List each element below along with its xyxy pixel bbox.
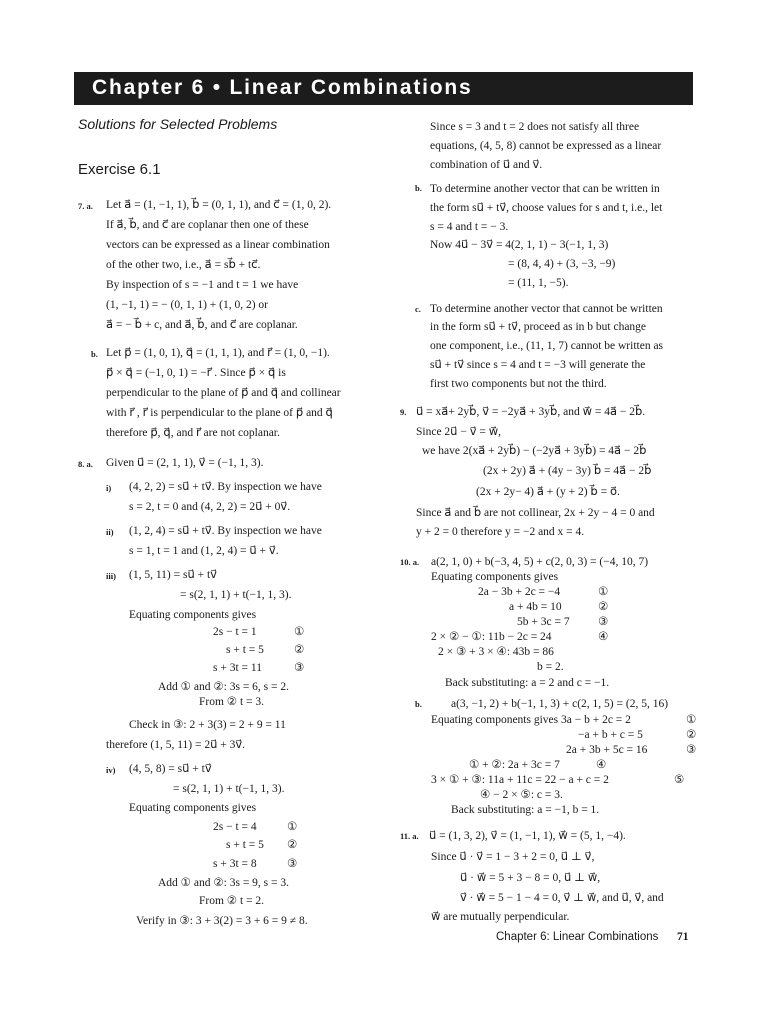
text-line: Add ① and ②: 3s = 6, s = 2.: [158, 681, 290, 693]
problem-label: 8. a.: [78, 459, 93, 469]
exercise-heading: Exercise 6.1: [78, 161, 161, 178]
text-line: ① + ②: 2a + 3c = 7: [469, 759, 560, 771]
text-line: a(3, −1, 2) + b(−1, 1, 3) + c(2, 1, 5) = (2, 5, 16): [451, 698, 669, 710]
text-line: w⃗ are mutually perpendicular.: [431, 911, 570, 923]
text-line: = (8, 4, 4) + (3, −3, −9): [508, 258, 616, 270]
text-line: one component, i.e., (11, 1, 7) cannot be written as: [430, 340, 664, 352]
problem-label: 11. a.: [400, 831, 419, 841]
text-line: su⃗ + tv⃗ since s = 4 and t = −3 will generate the: [430, 359, 646, 371]
text-line: therefore p⃗, q⃗, and r⃗ are not coplanar.: [106, 427, 280, 439]
equation-number: ①: [287, 821, 298, 833]
chapter-banner: [74, 72, 693, 105]
text-line: combination of u⃗ and v⃗.: [430, 159, 543, 171]
text-line: Since s = 3 and t = 2 does not satisfy all three: [430, 121, 640, 133]
text-line: = s(2, 1, 1) + t(−1, 1, 3).: [173, 783, 285, 795]
equation-number: ③: [287, 858, 298, 870]
text-line: (2x + 2y) a⃗ + (4y − 3y) b⃗ = 4a⃗ − 2b⃗: [483, 465, 652, 477]
problem-label: 10. a.: [400, 557, 420, 567]
equation-number: ②: [294, 644, 305, 656]
text-line: a⃗ = − b⃗ + c, and a⃗, b⃗, and c⃗ are coplanar.: [106, 319, 298, 331]
text-line: (1, 5, 11) = su⃗ + tv⃗: [129, 569, 217, 581]
text-line: vectors can be expressed as a linear combination: [106, 239, 330, 251]
text-line: Equating components gives: [431, 571, 559, 583]
text-line: 3 × ① + ③: 11a + 11c = 22 − a + c = 2: [431, 774, 609, 786]
text-line: perpendicular to the plane of p⃗ and q⃗ and collinear: [106, 387, 341, 399]
equation-number: ②: [287, 839, 298, 851]
problem-label: b.: [415, 699, 422, 709]
text-line: (1, 2, 4) = su⃗ + tv⃗. By inspection we have: [129, 525, 322, 537]
problem-label: b.: [91, 349, 98, 359]
text-line: of the other two, i.e., a⃗ = sb⃗ + tc⃗.: [106, 259, 261, 271]
text-line: Equating components gives 3a − b + 2c = 2: [431, 714, 631, 726]
text-line: By inspection of s = −1 and t = 1 we have: [106, 279, 299, 291]
text-line: Equating components gives: [129, 802, 257, 814]
problem-label: ii): [106, 527, 114, 537]
chapter-title: Chapter 6 • Linear Combinations: [92, 76, 473, 99]
text-line: we have 2(xa⃗ + 2yb⃗) − (−2ya⃗ + 3yb⃗) = 4a⃗ − 2b⃗: [422, 445, 647, 457]
text-line: u⃗ = xa⃗+ 2yb⃗, v⃗ = −2ya⃗ + 3yb⃗, and w⃗ = 4a⃗ − 2b⃗.: [416, 406, 646, 418]
text-line: −a + b + c = 5: [578, 729, 643, 741]
text-line: To determine another vector that cannot be written: [430, 303, 663, 315]
problem-label: c.: [415, 304, 421, 314]
problem-label: 7. a.: [78, 201, 93, 211]
text-line: = s(2, 1, 1) + t(−1, 1, 3).: [180, 589, 292, 601]
text-line: (4, 2, 2) = su⃗ + tv⃗. By inspection we have: [129, 481, 322, 493]
text-line: Equating components gives: [129, 609, 257, 621]
equation-number: ②: [686, 729, 697, 741]
text-line: Let p⃗ = (1, 0, 1), q⃗ = (1, 1, 1), and r⃗ = (1, 0, −1).: [106, 347, 330, 359]
text-line: s + t = 5: [226, 839, 264, 851]
text-line: Back substituting: a = 2 and c = −1.: [445, 677, 610, 689]
text-line: 2a − 3b + 2c = −4: [478, 586, 561, 598]
text-line: 2a + 3b + 5c = 16: [566, 744, 648, 756]
text-line: (4, 5, 8) = su⃗ + tv⃗: [129, 763, 212, 775]
text-line: 2 × ② − ①: 11b − 2c = 24: [431, 631, 552, 643]
text-line: Since u⃗ · v⃗ = 1 − 3 + 2 = 0, u⃗ ⊥ v⃗,: [431, 851, 595, 863]
equation-number: ①: [294, 626, 305, 638]
equation-number: ③: [294, 662, 305, 674]
problem-label: iii): [106, 571, 116, 581]
problem-label: 9.: [400, 407, 407, 417]
text-line: s = 4 and t = − 3.: [430, 221, 509, 233]
equation-number: ②: [598, 601, 609, 613]
section-subtitle: Solutions for Selected Problems: [78, 116, 278, 132]
text-line: 2s − t = 1: [213, 626, 257, 638]
text-line: in the form su⃗ + tv⃗, proceed as in b but change: [430, 321, 647, 333]
text-line: b = 2.: [537, 661, 564, 673]
text-line: equations, (4, 5, 8) cannot be expressed as a linear: [430, 140, 662, 152]
page-number: 71: [677, 931, 689, 943]
text-line: 2 × ③ + 3 × ④: 43b = 86: [438, 646, 554, 658]
equation-number: ③: [686, 744, 697, 756]
text-line: p⃗ × q⃗ = (−1, 0, 1) = −r⃗ . Since p⃗ × q⃗ is: [106, 367, 286, 379]
text-line: s + 3t = 11: [213, 662, 262, 674]
equation-number: ①: [686, 714, 697, 726]
equation-number: ④: [596, 759, 607, 771]
text-line: s = 1, t = 1 and (1, 2, 4) = u⃗ + v⃗.: [129, 545, 279, 557]
text-line: the form su⃗ + tv⃗, choose values for s and t, i.e., let: [430, 202, 663, 214]
text-line: s + 3t = 8: [213, 858, 257, 870]
text-line: From ② t = 2.: [199, 895, 265, 907]
equation-number: ①: [598, 586, 609, 598]
text-line: with r⃗ , r⃗ is perpendicular to the plane of p⃗ and q⃗: [106, 407, 333, 419]
text-line: 5b + 3c = 7: [517, 616, 570, 628]
equation-number: ⑤: [674, 774, 685, 786]
text-line: y + 2 = 0 therefore y = −2 and x = 4.: [416, 526, 585, 538]
text-line: = (11, 1, −5).: [508, 277, 569, 289]
text-line: Since a⃗ and b⃗ are not collinear, 2x + 2y − 4 = 0 and: [416, 507, 655, 519]
text-line: v⃗ · w⃗ = 5 − 1 − 4 = 0, v⃗ ⊥ w⃗, and u⃗, v⃗, and: [460, 892, 664, 904]
text-line: s = 2, t = 0 and (4, 2, 2) = 2u⃗ + 0v⃗.: [129, 501, 291, 513]
text-line: Verify in ③: 3 + 3(2) = 3 + 6 = 9 ≠ 8.: [136, 915, 308, 927]
text-line: (2x + 2y− 4) a⃗ + (y + 2) b⃗ = o⃗.: [476, 486, 620, 498]
text-line: Back substituting: a = −1, b = 1.: [451, 804, 600, 816]
text-line: Add ① and ②: 3s = 9, s = 3.: [158, 877, 290, 889]
text-line: a(2, 1, 0) + b(−3, 4, 5) + c(2, 0, 3) = (−4, 10, 7): [431, 556, 649, 568]
problem-label: i): [106, 483, 112, 493]
text-line: Check in ③: 2 + 3(3) = 2 + 9 = 11: [129, 719, 286, 731]
text-line: To determine another vector that can be written in: [430, 183, 660, 195]
text-line: ④ − 2 × ⑤: c = 3.: [480, 789, 563, 801]
text-line: Since 2u⃗ − v⃗ = w⃗,: [416, 426, 502, 438]
text-line: therefore (1, 5, 11) = 2u⃗ + 3v⃗.: [106, 739, 246, 751]
text-line: Let a⃗ = (1, −1, 1), b⃗ = (0, 1, 1), and c⃗ = (1, 0, 2).: [106, 199, 332, 211]
text-line: a + 4b = 10: [509, 601, 562, 613]
problem-label: b.: [415, 183, 422, 193]
text-line: Now 4u⃗ − 3v⃗ = 4(2, 1, 1) − 3(−1, 1, 3): [430, 239, 609, 251]
text-line: first two components but not the third.: [430, 378, 607, 390]
footer-chapter-title: Chapter 6: Linear Combinations: [496, 931, 659, 943]
text-line: From ② t = 3.: [199, 696, 265, 708]
problem-label: iv): [106, 765, 116, 775]
text-line: (1, −1, 1) = − (0, 1, 1) + (1, 0, 2) or: [106, 299, 268, 311]
text-line: u⃗ · w⃗ = 5 + 3 − 8 = 0, u⃗ ⊥ w⃗,: [460, 872, 601, 884]
equation-number: ③: [598, 616, 609, 628]
text-line: If a⃗, b⃗, and c⃗ are coplanar then one of these: [106, 219, 309, 231]
text-line: s + t = 5: [226, 644, 264, 656]
text-line: Given u⃗ = (2, 1, 1), v⃗ = (−1, 1, 3).: [106, 457, 264, 469]
text-line: 2s − t = 4: [213, 821, 257, 833]
equation-number: ④: [598, 631, 609, 643]
text-line: u⃗ = (1, 3, 2), v⃗ = (1, −1, 1), w⃗ = (5, 1, −4).: [429, 830, 626, 842]
